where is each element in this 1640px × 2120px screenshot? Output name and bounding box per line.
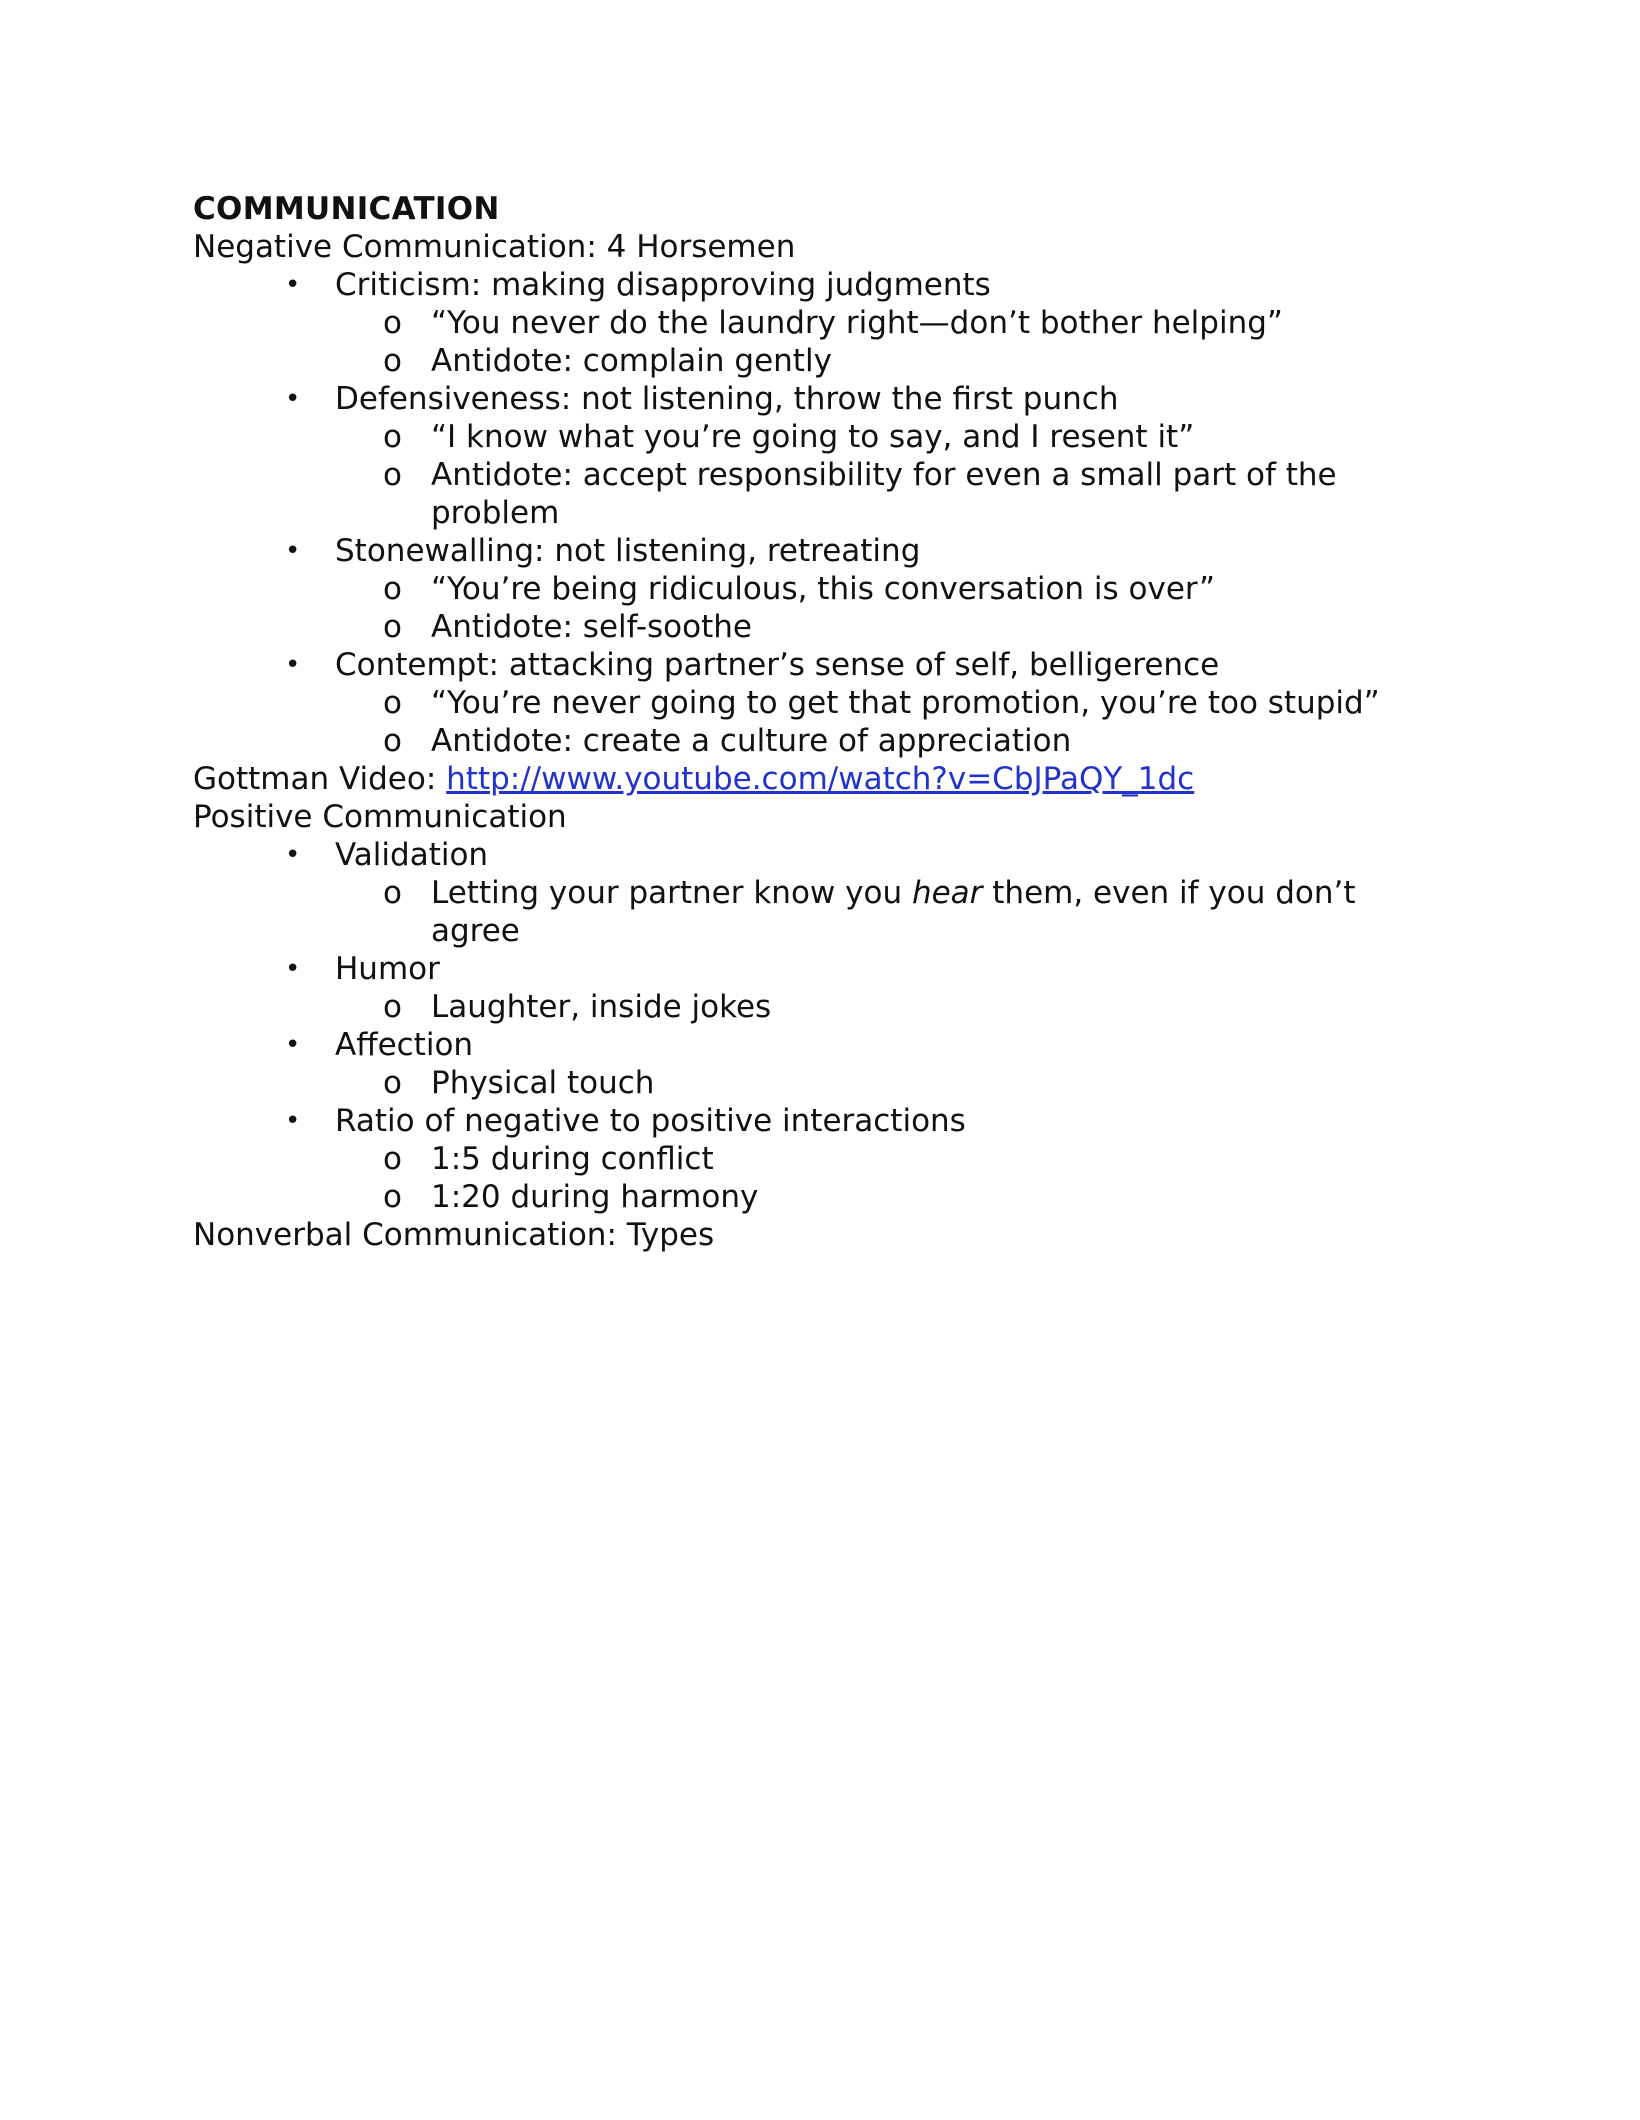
- list-item-label: Contempt: attacking partner’s sense of self, belligerence: [335, 647, 1220, 683]
- sub-list: [335, 418, 1453, 532]
- sub-item-text: Laughter, inside jokes: [431, 989, 772, 1025]
- sub-bullet-icon: o: [383, 1141, 402, 1177]
- sub-bullet-icon: o: [383, 609, 402, 645]
- bullet-icon: •: [285, 1106, 301, 1136]
- positive-list: [193, 836, 1453, 1216]
- sub-item-text: 1:20 during harmony: [431, 1179, 759, 1215]
- sub-item-text: Antidote: self-soothe: [431, 609, 752, 645]
- sub-list: [335, 1140, 1453, 1216]
- sub-item-text: them, even if you don’t agree: [431, 875, 1356, 949]
- sub-item-text: Physical touch: [431, 1065, 655, 1101]
- list-item-label: Affection: [335, 1027, 474, 1063]
- list-item-label: Criticism: making disapproving judgments: [335, 267, 991, 303]
- bullet-icon: •: [285, 954, 301, 984]
- sub-list-item: [383, 722, 1453, 760]
- bullet-icon: •: [285, 1030, 301, 1060]
- sub-bullet-icon: o: [383, 989, 402, 1025]
- sub-item-text: “You’re never going to get that promotion, you’re too stupid”: [431, 685, 1380, 721]
- bullet-icon: •: [285, 270, 301, 300]
- sub-item-text: 1:5 during conflict: [431, 1141, 714, 1177]
- bullet-icon: •: [285, 650, 301, 680]
- sub-list-item: [383, 988, 1453, 1026]
- list-item-label: Humor: [335, 951, 440, 987]
- sub-item-text: “You’re being ridiculous, this conversation is over”: [431, 571, 1216, 607]
- sub-bullet-icon: o: [383, 685, 402, 721]
- sub-list-item: [383, 1064, 1453, 1102]
- list-item-humor: [285, 950, 1453, 1026]
- sub-bullet-icon: o: [383, 419, 402, 455]
- negative-communication-title: Negative Communication: 4 Horsemen: [193, 229, 796, 265]
- list-item-contempt: [285, 646, 1453, 760]
- sub-bullet-icon: o: [383, 571, 402, 607]
- sub-item-text: Antidote: accept responsibility for even a small part of the problem: [431, 457, 1337, 531]
- sub-list-item: [383, 570, 1453, 608]
- sub-bullet-icon: o: [383, 457, 402, 493]
- sub-item-text: “I know what you’re going to say, and I resent it”: [431, 419, 1195, 455]
- sub-item-text: “You never do the laundry right—don’t bother helping”: [431, 305, 1283, 341]
- sub-list-item: [383, 684, 1453, 722]
- list-item-ratio: [285, 1102, 1453, 1216]
- list-item-stonewalling: [285, 532, 1453, 646]
- document-page: [193, 190, 1453, 1254]
- list-item-label: Ratio of negative to positive interactions: [335, 1103, 966, 1139]
- sub-bullet-icon: o: [383, 723, 402, 759]
- sub-list-item: [383, 418, 1453, 456]
- emphasized-word: hear: [911, 875, 983, 911]
- sub-list-item: [383, 1178, 1453, 1216]
- sub-item-text: Letting your partner know you: [431, 875, 912, 911]
- list-item-defensiveness: [285, 380, 1453, 532]
- section-heading: COMMUNICATION: [193, 191, 500, 227]
- list-item-validation: [285, 836, 1453, 950]
- sub-bullet-icon: o: [383, 305, 402, 341]
- sub-item-text: Antidote: complain gently: [431, 343, 832, 379]
- bullet-icon: •: [285, 840, 301, 870]
- sub-list: [335, 304, 1453, 380]
- sub-list: [335, 684, 1453, 760]
- video-line: [193, 760, 1453, 798]
- list-item-affection: [285, 1026, 1453, 1102]
- sub-list-item: [383, 456, 1371, 532]
- sub-list-item: [383, 1140, 1453, 1178]
- sub-list-item: [383, 342, 1453, 380]
- sub-bullet-icon: o: [383, 1179, 402, 1215]
- video-link[interactable]: http://www.youtube.com/watch?v=CbJPaQY_1dc: [446, 761, 1195, 797]
- sub-list-item: [383, 304, 1453, 342]
- list-item-criticism: [285, 266, 1453, 380]
- list-item-label: Defensiveness: not listening, throw the first punch: [335, 381, 1119, 417]
- video-label: Gottman Video:: [193, 761, 447, 797]
- positive-communication-title: Positive Communication: [193, 799, 567, 835]
- sub-list: [335, 874, 1453, 950]
- nonverbal-communication-title: Nonverbal Communication: Types: [193, 1217, 715, 1253]
- bullet-icon: •: [285, 536, 301, 566]
- sub-list-item: [383, 608, 1453, 646]
- sub-bullet-icon: o: [383, 343, 402, 379]
- sub-item-text: Antidote: create a culture of appreciation: [431, 723, 1072, 759]
- list-item-label: Stonewalling: not listening, retreating: [335, 533, 921, 569]
- sub-bullet-icon: o: [383, 875, 402, 911]
- sub-list: [335, 570, 1453, 646]
- negative-list: [193, 266, 1453, 760]
- list-item-label: Validation: [335, 837, 489, 873]
- sub-bullet-icon: o: [383, 1065, 402, 1101]
- sub-list: [335, 988, 1453, 1026]
- bullet-icon: •: [285, 384, 301, 414]
- sub-list-item: [383, 874, 1391, 950]
- sub-list: [335, 1064, 1453, 1102]
